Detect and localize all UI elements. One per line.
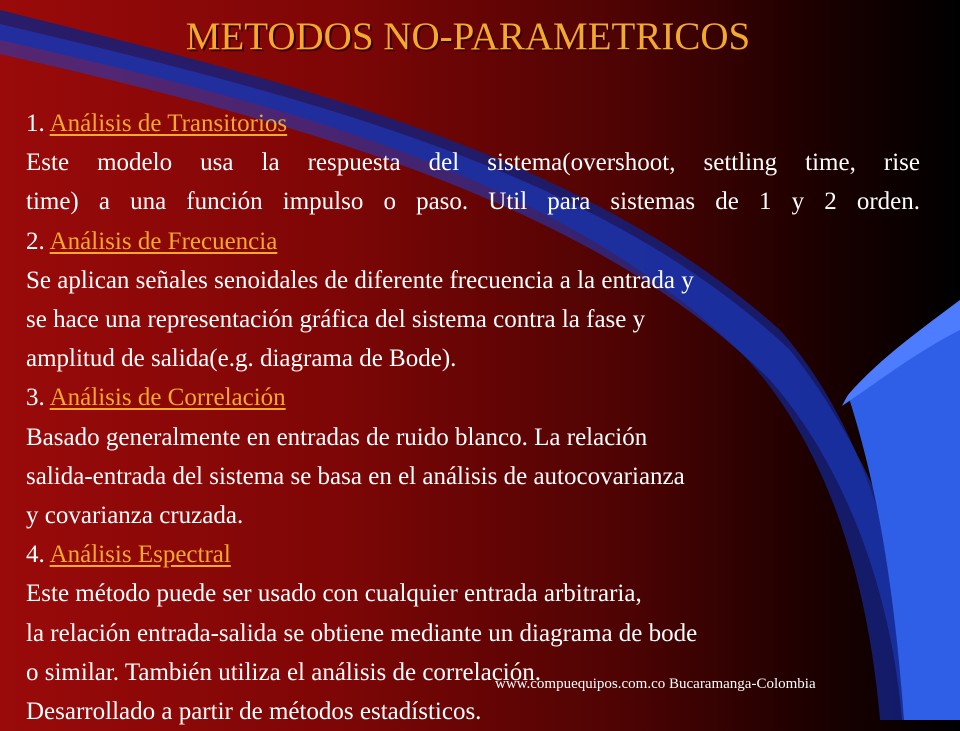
section-4-line: Este método puede ser usado con cualquier entrada arbitraria, [26, 580, 642, 608]
section-2-line: amplitud de salida(e.g. diagrama de Bode). [26, 345, 457, 373]
section-3-line: salida-entrada del sistema se basa en el análisis de autocovarianza [26, 462, 685, 490]
section-2-line: se hace una representación gráfica del sistema contra la fase y [26, 306, 646, 334]
footer-website: www.compuequipos.com.co Bucaramanga-Colombia [495, 676, 816, 692]
link-analisis-transitorios[interactable]: Análisis de Transitorios [49, 110, 288, 137]
section-3-line: y covarianza cruzada. [26, 502, 244, 530]
link-analisis-frecuencia[interactable]: Análisis de Frecuencia [49, 227, 278, 255]
section-4-line: la relación entrada-salida se obtiene mediante un diagrama de bode [26, 619, 698, 647]
section-2-heading [26, 222, 926, 261]
section-1-line: Este modelo usa la respuesta del sistema(overshoot, settling time, rise [26, 149, 920, 177]
section-1-heading [26, 104, 926, 143]
section-2-number: 2. [26, 227, 50, 255]
section-4-number: 4. [26, 541, 50, 569]
section-4-line: o similar. También utiliza el análisis de correlación. [26, 658, 541, 686]
slide-title: METODOS NO-PARAMETRICOS [185, 15, 751, 58]
section-4-line: Desarrollado a partir de métodos estadísticos. [26, 698, 482, 726]
section-3-line: Basado generalmente en entradas de ruido blanco. La relación [26, 423, 648, 451]
section-2-line: Se aplican señales senoidales de diferente frecuencia a la entrada y [26, 266, 694, 294]
slide-content [26, 104, 926, 731]
section-1-number: 1. [26, 110, 50, 137]
section-1-line: time) a una función impulso o paso. Util para sistemas de 1 y 2 orden. [26, 188, 920, 216]
link-analisis-correlacion[interactable]: Análisis de Correlación [49, 384, 286, 412]
link-analisis-espectral[interactable]: Análisis Espectral [49, 541, 231, 569]
section-3-heading [26, 378, 926, 417]
section-3-number: 3. [26, 384, 50, 412]
section-4-heading [26, 535, 926, 574]
